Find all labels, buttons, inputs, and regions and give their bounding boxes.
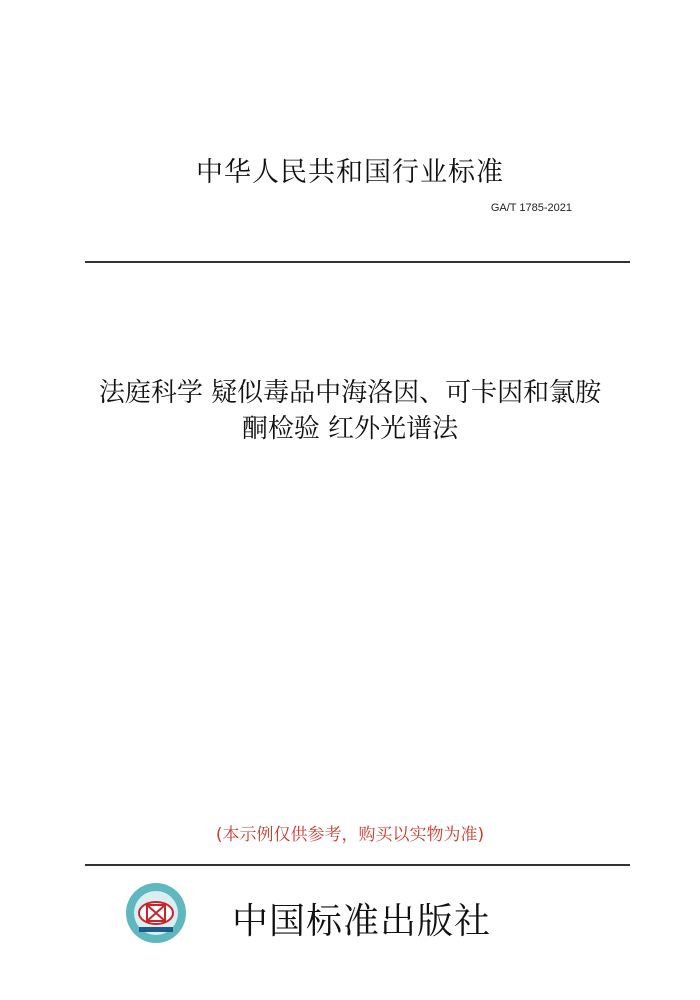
- document-title-line-1: 法庭科学 疑似毒品中海洛因、可卡因和氯胺: [98, 378, 602, 408]
- standard-code: GA/T 1785-2021: [490, 202, 572, 214]
- standard-category: 中华人民共和国行业标准: [196, 157, 504, 188]
- sample-notice: (本示例仅供参考，购买以实物为准): [215, 825, 485, 845]
- top-divider: [85, 261, 630, 263]
- publisher-name: 中国标准出版社: [232, 901, 492, 942]
- publisher-seal-icon: [125, 882, 187, 944]
- document-title-line-2: 酮检验 红外光谱法: [241, 414, 459, 444]
- document-title: [0, 375, 700, 447]
- bottom-divider: [85, 864, 630, 866]
